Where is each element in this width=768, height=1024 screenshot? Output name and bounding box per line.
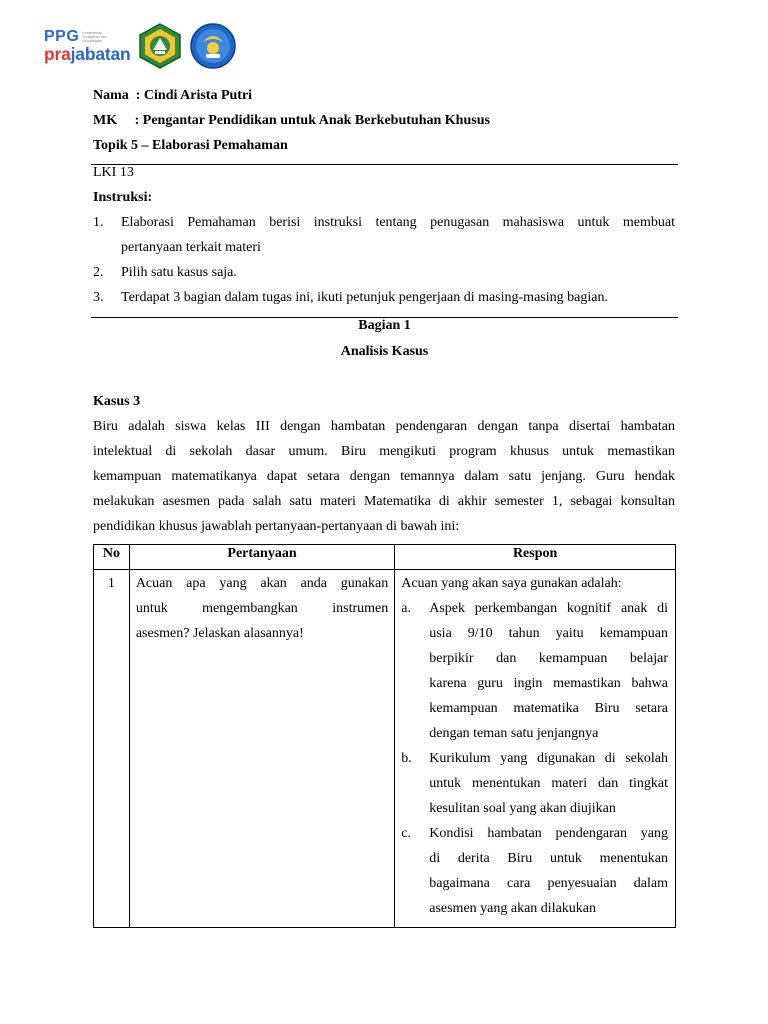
instruksi-number-3: 3. [93, 290, 104, 305]
column-header-pertanyaan: Pertanyaan [129, 545, 394, 570]
ppg-text: PPG [44, 27, 80, 45]
instruksi-number-2: 2. [93, 265, 104, 280]
ppg-prajabatan-logo [44, 22, 237, 70]
row-number: 1 [107, 576, 115, 591]
case-text-line-5: pendidikan khusus jawablah pertanyaan-pertanyaan di bawah ini: [93, 519, 460, 534]
instruksi-item-2: Pilih satu kasus saja. [121, 265, 237, 280]
response-line: kemampuan matematika Biru setara [429, 701, 668, 716]
response-item-a [401, 596, 668, 746]
instruksi-number-1: 1. [93, 215, 104, 230]
ppg-small-text: Kementerian Pendidikan dan Kebudayaan [82, 30, 107, 44]
response-line: dengan teman satu jenjangnya [429, 726, 599, 741]
response-item-b [401, 746, 668, 821]
response-line: Kondisi hambatan pendengaran yang [429, 826, 668, 841]
response-letter: a. [401, 601, 411, 616]
response-line: usia 9/10 tahun yaitu kemampuan [429, 626, 668, 641]
response-line: asesmen yang akan dilakukan [429, 901, 597, 916]
tut-wuri-handayani-icon [189, 22, 237, 70]
student-name: Nama : Cindi Arista Putri [93, 88, 253, 103]
response-line: Aspek perkembangan kognitif anak di [429, 601, 668, 616]
lki-label: LKI 13 [93, 165, 134, 180]
response-line: karena guru ingin memastikan bahwa [429, 676, 668, 691]
section-subtitle: Analisis Kasus [340, 344, 429, 359]
response-letter: b. [401, 751, 412, 766]
instruksi-item-1-line-2: pertanyaan terkait materi [121, 240, 261, 255]
question-line: asesmen? Jelaskan alasannya! [135, 626, 304, 641]
pra-text: pra [44, 43, 71, 64]
jabatan-text: jabatan [70, 43, 131, 64]
topic-title: Topik 5 – Elaborasi Pemahaman [93, 138, 288, 153]
response-cell [395, 570, 675, 927]
column-header-respon: Respon [395, 545, 676, 570]
case-text-line-1: Biru adalah siswa kelas III dengan hambatan pendengaran dengan tanpa disertai hambatan [93, 419, 675, 434]
column-header-no: No [94, 545, 130, 570]
question-cell [130, 570, 394, 652]
response-line: di derita Biru untuk menentukan [429, 851, 668, 866]
response-item-c [401, 821, 668, 921]
case-text-line-2: intelektual di sekolah dasar umum. Biru mengikuti program khusus untuk memastikan [93, 444, 675, 459]
response-letter: c. [401, 826, 411, 841]
response-line: berpikir dan kemampuan belajar [429, 651, 668, 666]
response-line: Kurikulum yang digunakan di sekolah [429, 751, 668, 766]
header-divider [91, 164, 678, 165]
question-line: untuk mengembangkan instrumen [135, 601, 389, 616]
response-line: kesulitan soal yang akan diujikan [429, 801, 616, 816]
question-line: Acuan apa yang akan anda gunakan [135, 576, 389, 591]
response-intro: Acuan yang akan saya gunakan adalah: [401, 576, 622, 591]
case-title: Kasus 3 [93, 394, 141, 409]
table-row [94, 570, 676, 928]
ppg-wordmark [44, 29, 131, 64]
university-seal-icon [136, 22, 184, 70]
instruksi-title: Instruksi: [93, 190, 153, 205]
case-text-line-4: melakukan asesmen pada salah satu materi Matematika di akhir semester 1, sebagai konsultan [93, 494, 675, 509]
response-line: bagaimana cara penyesuaian dalam [429, 876, 668, 891]
instruksi-item-3: Terdapat 3 bagian dalam tugas ini, ikuti petunjuk pengerjaan di masing-masing bagian. [121, 290, 608, 305]
section-title: Bagian 1 [358, 318, 411, 333]
course-name: MK : Pengantar Pendidikan untuk Anak Berkebutuhan Khusus [93, 113, 490, 128]
response-line: untuk menentukan materi dan tingkat [429, 776, 668, 791]
instruksi-item-1-line-1: Elaborasi Pemahaman berisi instruksi tentang penugasan mahasiswa untuk membuat [121, 215, 675, 230]
case-text-line-3: kemampuan matematikanya dapat setara dengan temannya dalam satu jenjang. Guru hendak [93, 469, 675, 484]
response-table [93, 544, 676, 928]
table-header-row [94, 545, 676, 570]
